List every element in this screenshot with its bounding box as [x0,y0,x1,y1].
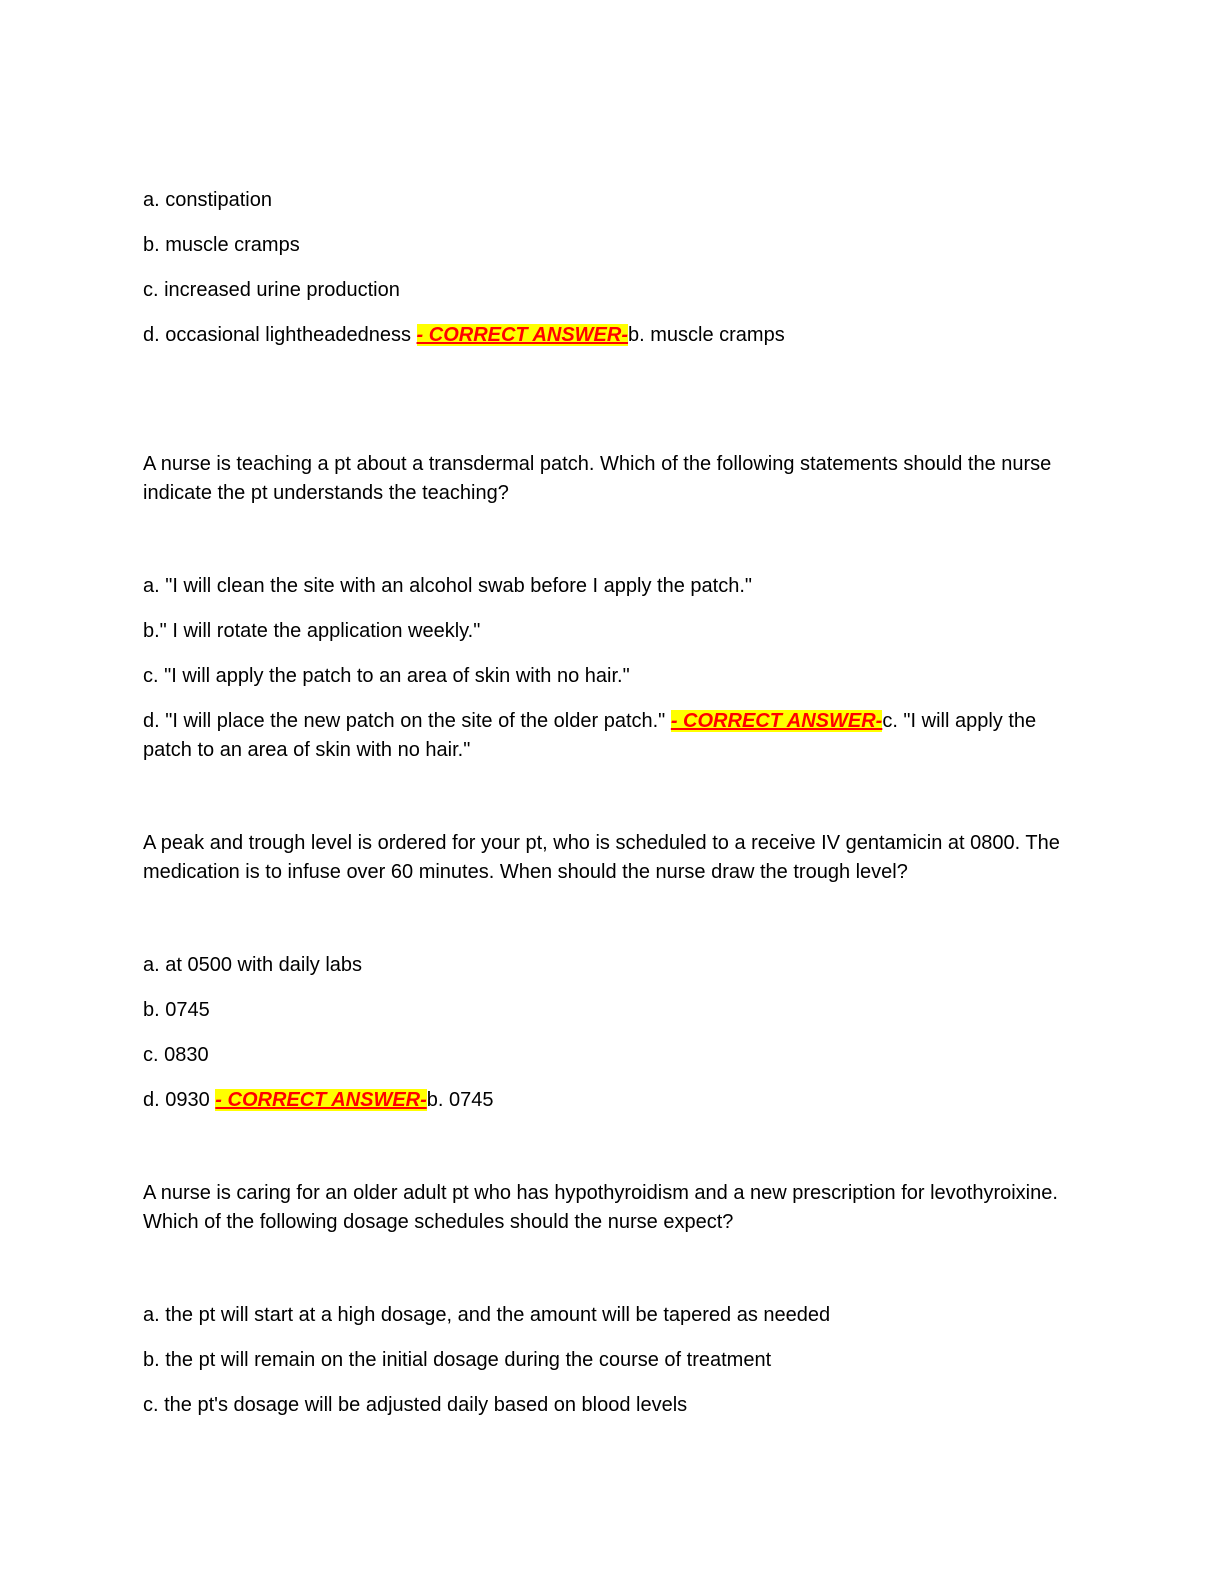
question-text: A nurse is caring for an older adult pt who has hypothyroidism and a new prescription for levothyroixine. Which of the following dosage schedules should the nurse expect? [143,1182,1058,1233]
answer-line-after: b. 0745 [426,1089,494,1111]
answer-option: b." I will rotate the application weekly." [143,620,481,642]
answer-line-before: d. "I will place the new patch on the site of the older patch." [143,710,671,732]
answer-option: a. the pt will start at a high dosage, and the amount will be tapered as needed [143,1304,831,1326]
answer-option: a. "I will clean the site with an alcohol swab before I apply the patch." [143,575,752,597]
answer-option: c. the pt's dosage will be adjusted daily based on blood levels [143,1394,688,1416]
answer-line [143,321,1079,350]
question-text: A nurse is teaching a pt about a transdermal patch. Which of the following statements should the nurse indicate the pt understands the teaching? [143,453,1052,504]
answer-line-before: d. 0930 [143,1089,216,1111]
answer-line-after: c. "I will apply the patch to an area of skin with no hair." [143,710,1037,761]
answer-option: c. "I will apply the patch to an area of skin with no hair." [143,665,630,687]
answer-option: b. the pt will remain on the initial dosage during the course of treatment [143,1349,772,1371]
answer-line-after: b. muscle cramps [628,324,785,346]
answer-option: b. muscle cramps [143,234,300,256]
answer-option: c. 0830 [143,1044,209,1066]
answer-line [143,1086,1079,1115]
answer-option: a. at 0500 with daily labs [143,954,363,976]
correct-answer-marker: - CORRECT ANSWER- [670,710,883,732]
answer-line [143,707,1079,765]
question-text: A peak and trough level is ordered for your pt, who is scheduled to a receive IV gentamicin at 0800. The medication is to infuse over 60 minutes. When should the nurse draw the trough level? [143,832,1060,883]
answer-option: c. increased urine production [143,279,400,301]
answer-line-before: d. occasional lightheadedness [143,324,417,346]
answer-option: a. constipation [143,189,272,211]
answer-option: b. 0745 [143,999,210,1021]
correct-answer-marker: - CORRECT ANSWER- [416,324,628,346]
correct-answer-marker: - CORRECT ANSWER- [215,1089,427,1111]
